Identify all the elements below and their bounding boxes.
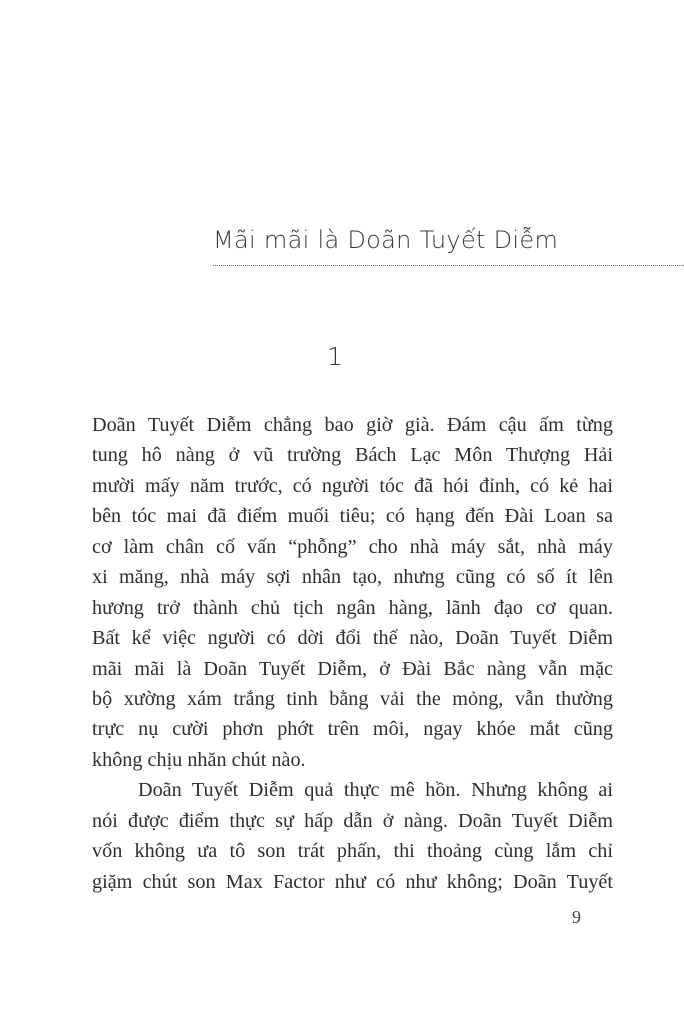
title-dotted-rule bbox=[213, 265, 684, 266]
paragraph-2 bbox=[92, 775, 613, 897]
text-line: Doãn Tuyết Diễm quả thực mê hồn. Nhưng không ai bbox=[138, 779, 613, 802]
text-line: xi măng, nhà máy sợi nhân tạo, nhưng cũng có số ít lên bbox=[92, 566, 613, 589]
text-line: không chịu nhăn chút nào. bbox=[92, 748, 306, 771]
body-text bbox=[92, 410, 613, 897]
text-line: bộ xường xám trắng tinh bằng vải the mỏng, vẫn thường bbox=[92, 687, 613, 710]
text-line: tung hô nàng ở vũ trường Bách Lạc Môn Thượng Hải bbox=[92, 444, 613, 467]
text-line: Bất kể việc người có dời đổi thế nào, Doãn Tuyết Diễm bbox=[92, 627, 613, 650]
paragraph-1 bbox=[92, 410, 613, 775]
chapter-title: Mãi mãi là Doãn Tuyết Diễm bbox=[213, 226, 559, 254]
text-line: bên tóc mai đã điểm muối tiêu; có hạng đến Đài Loan sa bbox=[92, 505, 613, 528]
text-line: vốn không ưa tô son trát phấn, thi thoảng cùng lắm chỉ bbox=[92, 840, 613, 863]
text-line: mãi mãi là Doãn Tuyết Diễm, ở Đài Bắc nàng vẫn mặc bbox=[92, 657, 613, 680]
text-line: trực nụ cười phơn phớt trên môi, ngay khóe mắt cũng bbox=[92, 718, 613, 741]
text-line: giặm chút son Max Factor như có như không; Doãn Tuyết bbox=[92, 870, 613, 893]
text-line: nói được điểm thực sự hấp dẫn ở nàng. Doãn Tuyết Diễm bbox=[92, 809, 613, 832]
section-number: 1 bbox=[327, 342, 343, 371]
page-number: 9 bbox=[572, 907, 581, 927]
text-line: mười mấy năm trước, có người tóc đã hói đỉnh, có kẻ hai bbox=[92, 474, 613, 497]
text-line: cơ làm chân cố vấn “phỗng” cho nhà máy sắt, nhà máy bbox=[92, 535, 613, 558]
text-line: Doãn Tuyết Diễm chẳng bao giờ già. Đám cậu ấm từng bbox=[92, 414, 613, 436]
text-line: hương trở thành chủ tịch ngân hàng, lãnh đạo cơ quan. bbox=[92, 596, 613, 619]
